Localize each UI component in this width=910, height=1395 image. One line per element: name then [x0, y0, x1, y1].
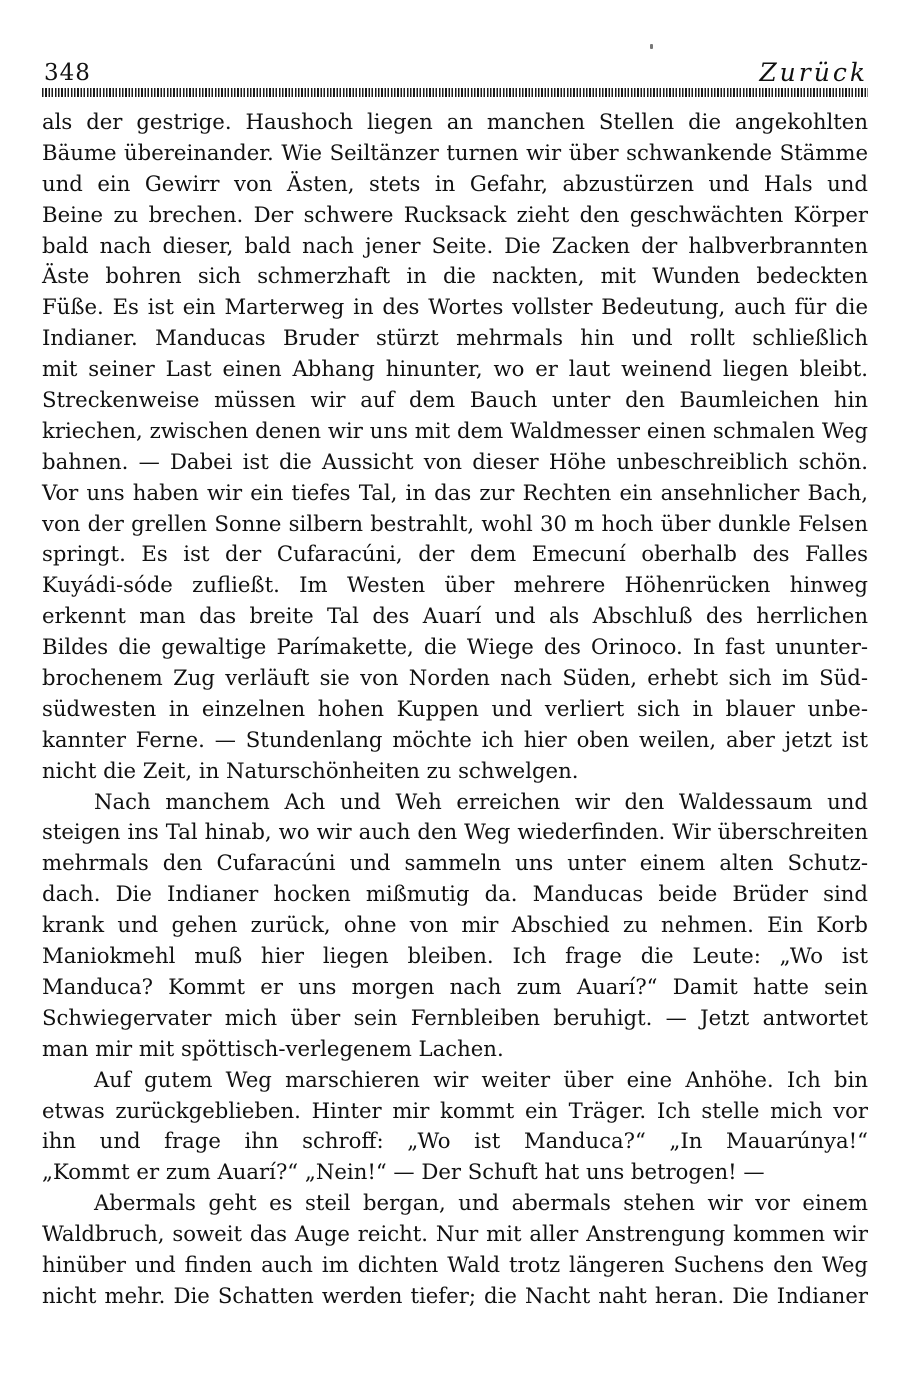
paragraph — [42, 787, 868, 1065]
text-line: Waldbruch, soweit das Auge reicht. Nur mit aller Anstrengung kommen wir — [42, 1221, 868, 1247]
text-line: „Kommt er zum Auarí?“ „Nein!“ — Der Schuft hat uns betrogen! — — [42, 1159, 765, 1185]
text-line: Äste bohren sich schmerzhaft in die nackten, mit Wunden bedeckten — [42, 263, 868, 289]
text-line: und ein Gewirr von Ästen, stets in Gefahr, abzustürzen und Hals und — [42, 170, 868, 196]
text-line: Nach manchem Ach und Weh erreichen wir den Waldessaum und — [94, 788, 868, 814]
paragraph — [42, 1188, 868, 1312]
text-line: als der gestrige. Haushoch liegen an manchen Stellen die angekohlten — [42, 109, 868, 134]
text-line: Indianer. Manducas Bruder stürzt mehrmals hin und rollt schließlich — [42, 325, 868, 351]
text-line: südwesten in einzelnen hohen Kuppen und verliert sich in blauer unbe- — [42, 695, 868, 721]
text-line: Schwiegervater mich über sein Fernbleiben beruhigt. — Jetzt antwortet — [42, 1004, 868, 1030]
text-line: steigen ins Tal hinab, wo wir auch den Weg wiederfinden. Wir überschreiten — [42, 819, 868, 845]
paragraph — [42, 107, 868, 787]
text-line: brochenem Zug verläuft sie von Norden nach Süden, erhebt sich im Süd- — [42, 665, 868, 691]
book-page — [42, 58, 868, 1312]
text-line: nicht mehr. Die Schatten werden tiefer; die Nacht naht heran. Die Indianer — [42, 1282, 868, 1308]
text-line: von der grellen Sonne silbern bestrahlt, wohl 30 m hoch über dunkle Felsen — [42, 510, 868, 536]
running-head — [42, 58, 868, 88]
print-speck — [650, 44, 653, 49]
text-line: Maniokmehl muß hier liegen bleiben. Ich frage die Leute: „Wo ist — [42, 943, 868, 969]
text-line: Bäume übereinander. Wie Seiltänzer turnen wir über schwankende Stämme — [42, 139, 868, 165]
text-line: ihn und frage ihn schroff: „Wo ist Manduca?“ „In Mauarúnya!“ — [42, 1128, 868, 1154]
text-line: kriechen, zwischen denen wir uns mit dem Waldmesser einen schmalen Weg — [42, 417, 868, 443]
text-line: dach. Die Indianer hocken mißmutig da. Manducas beide Brüder sind — [42, 881, 868, 907]
text-line: man mir mit spöttisch-verlegenem Lachen. — [42, 1035, 504, 1061]
header-rule — [42, 88, 868, 97]
text-line: Beine zu brechen. Der schwere Rucksack zieht den geschwächten Körper — [42, 201, 868, 227]
text-line: mehrmals den Cufaracúni und sammeln uns unter einem alten Schutz- — [42, 850, 868, 876]
text-line: nicht die Zeit, in Naturschönheiten zu schwelgen. — [42, 757, 579, 783]
text-line: Streckenweise müssen wir auf dem Bauch unter den Baumleichen hin — [42, 387, 868, 413]
text-line: mit seiner Last einen Abhang hinunter, wo er laut weinend liegen bleibt. — [42, 356, 868, 382]
text-line: bahnen. — Dabei ist die Aussicht von dieser Höhe unbeschreiblich schön. — [42, 448, 868, 474]
text-line: Kuyádi-sóde zufließt. Im Westen über mehrere Höhenrücken hinweg — [42, 572, 868, 598]
text-line: Abermals geht es steil bergan, und abermals stehen wir vor einem — [94, 1190, 868, 1216]
body-text — [42, 107, 868, 1312]
text-line: krank und gehen zurück, ohne von mir Abschied zu nehmen. Ein Korb — [42, 912, 868, 938]
page-number: 348 — [44, 60, 91, 86]
text-line: etwas zurückgeblieben. Hinter mir kommt ein Träger. Ich stelle mich vor — [42, 1097, 868, 1123]
text-line: Auf gutem Weg marschieren wir weiter über eine Anhöhe. Ich bin — [94, 1066, 868, 1092]
text-line: erkennt man das breite Tal des Auarí und als Abschluß des herrlichen — [42, 603, 868, 629]
text-line: bald nach dieser, bald nach jener Seite. Die Zacken der halbverbrannten — [42, 232, 868, 258]
text-line: Bildes die gewaltige Parímakette, die Wiege des Orinoco. In fast ununter- — [42, 634, 868, 660]
text-line: Füße. Es ist ein Marterweg in des Wortes vollster Bedeutung, auch für die — [42, 294, 868, 320]
text-line: springt. Es ist der Cufaracúni, der dem Emecuní oberhalb des Falles — [42, 541, 868, 567]
text-line: Vor uns haben wir ein tiefes Tal, in das zur Rechten ein ansehnlicher Bach, — [42, 479, 868, 505]
section-title: Zurück — [759, 58, 868, 87]
paragraph — [42, 1065, 868, 1189]
text-line: kannter Ferne. — Stundenlang möchte ich hier oben weilen, aber jetzt ist — [42, 726, 868, 752]
text-line: hinüber und finden auch im dichten Wald trotz längeren Suchens den Weg — [42, 1251, 868, 1277]
text-line: Manduca? Kommt er uns morgen nach zum Auarí?“ Damit hatte sein — [42, 973, 868, 999]
